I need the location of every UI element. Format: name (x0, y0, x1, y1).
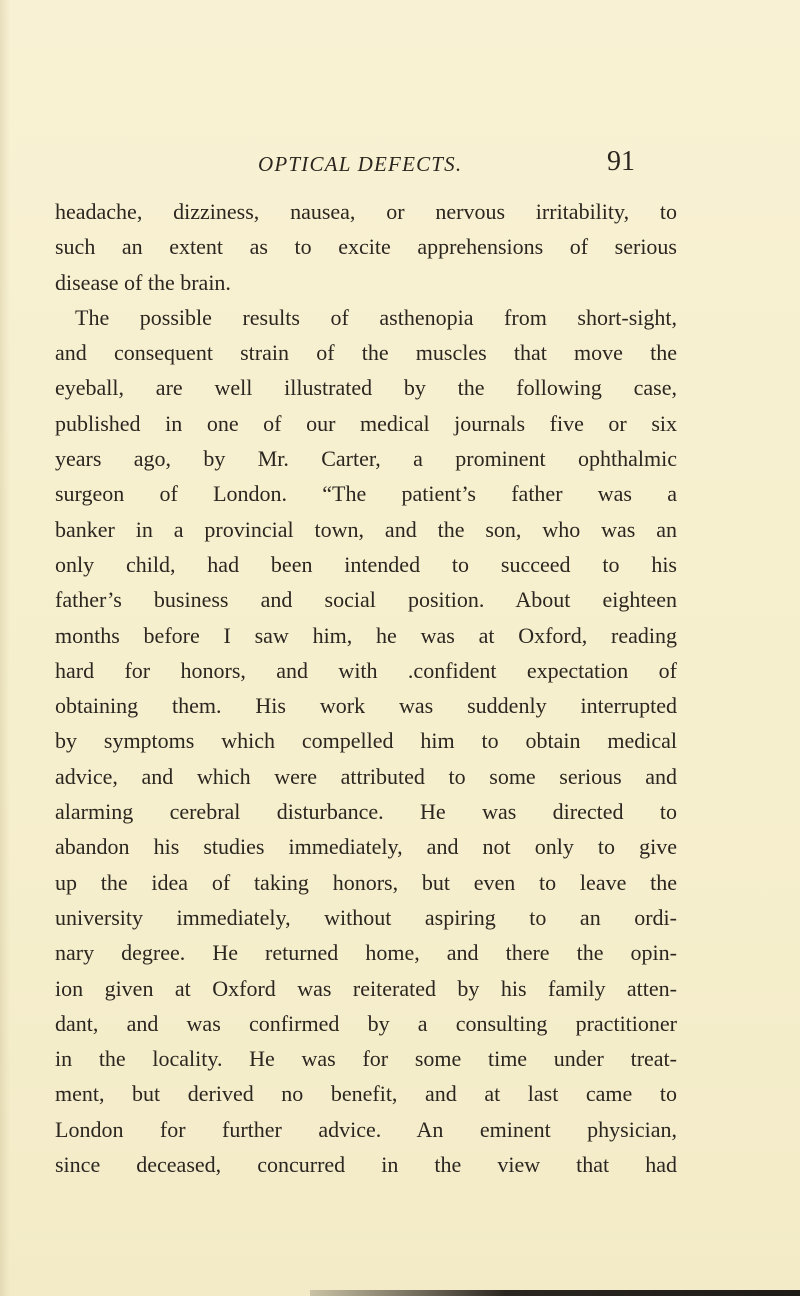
text-line: eyeball, are well illustrated by the following case, (55, 375, 677, 401)
text-line: The possible results of asthenopia from short-sight, (75, 304, 677, 330)
text-line: up the idea of taking honors, but even to leave the (55, 869, 677, 895)
text-line: disease of the brain. (55, 269, 231, 295)
text-line: London for further advice. An eminent physician, (55, 1116, 677, 1142)
text-line: only child, had been intended to succeed to his (55, 551, 677, 577)
text-line: in the locality. He was for some time under treat- (55, 1046, 677, 1072)
text-line: advice, and which were attributed to some serious and (55, 763, 677, 789)
text-line: published in one of our medical journals five or six (55, 410, 677, 436)
text-line: ment, but derived no benefit, and at last came to (55, 1081, 677, 1107)
page-number: 91 (607, 146, 635, 177)
text-line: university immediately, without aspiring to an ordi- (55, 904, 677, 930)
text-line: and consequent strain of the muscles that move the (55, 340, 677, 366)
text-line: obtaining them. His work was suddenly interrupted (55, 693, 677, 719)
page-bottom-edge (310, 1290, 800, 1296)
text-line: alarming cerebral disturbance. He was directed to (55, 799, 677, 825)
body-text (55, 194, 677, 1182)
text-line: such an extent as to excite apprehensions of serious (55, 234, 677, 260)
text-line: nary degree. He returned home, and there the opin- (55, 940, 677, 966)
page-edge-shading (0, 0, 10, 1296)
page-header (0, 146, 800, 186)
text-line: banker in a provincial town, and the son, who was an (55, 516, 677, 542)
text-line: months before I saw him, he was at Oxford, reading (55, 622, 677, 648)
text-line: headache, dizziness, nausea, or nervous irritability, to (55, 199, 677, 224)
text-line: hard for honors, and with .confident expectation of (55, 657, 677, 683)
text-line: abandon his studies immediately, and not only to give (55, 834, 677, 860)
text-line: dant, and was confirmed by a consulting practitioner (55, 1010, 677, 1036)
text-line: ion given at Oxford was reiterated by his family atten- (55, 975, 677, 1001)
text-line: years ago, by Mr. Carter, a prominent ophthalmic (55, 446, 677, 472)
running-head: OPTICAL DEFECTS. (258, 152, 463, 176)
text-line: since deceased, concurred in the view that had (55, 1152, 677, 1178)
text-line: father’s business and social position. About eighteen (55, 587, 677, 613)
text-line: by symptoms which compelled him to obtain medical (55, 728, 677, 754)
text-line: surgeon of London. “The patient’s father was a (55, 481, 677, 507)
